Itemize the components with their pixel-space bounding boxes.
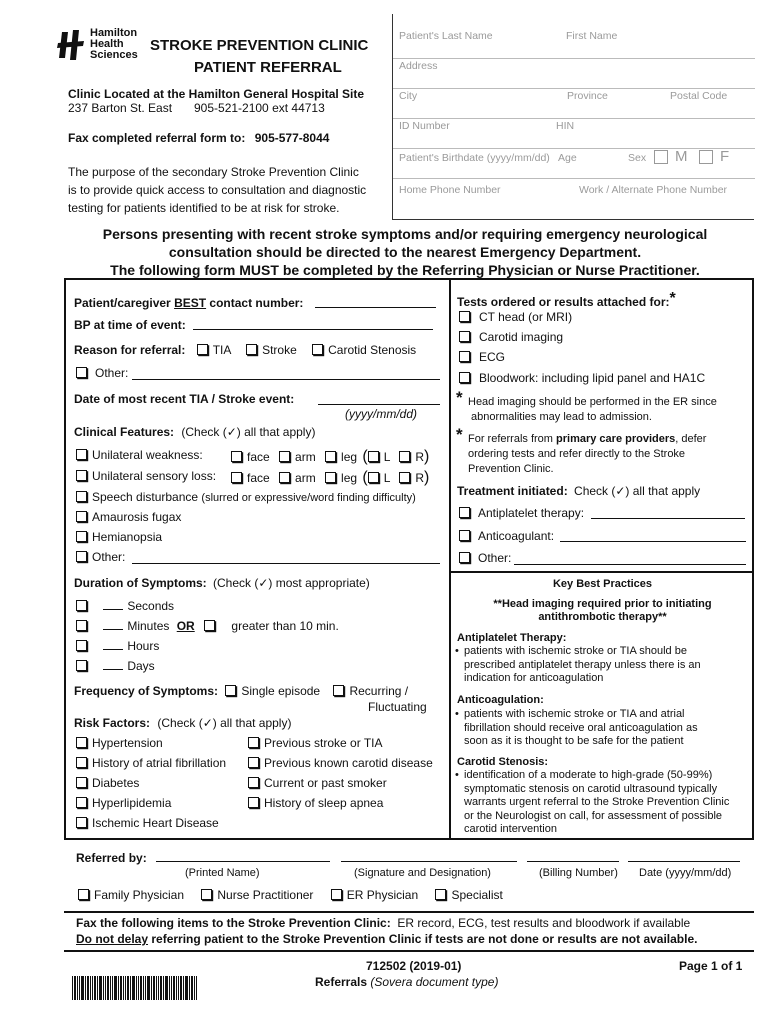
treatment-label: Treatment initiated: [457,484,568,498]
delay-underlined: Do not delay [76,932,149,946]
delay-text: referring patient to the Stroke Prevention Clinic if tests are not done or results are not available. [148,932,698,946]
kbp-cs-line3: warrants urgent referral to the Stroke Prevention Clinic [464,796,730,808]
notice-line2: consultation should be directed to the nearest Emergency Department. [168,244,642,260]
note2-e: Prevention Clinic. [468,463,554,475]
clinic-location: Clinic Located at the Hamilton General Hospital Site [68,87,365,101]
duration-greater-checkbox[interactable] [204,620,215,631]
duration-seconds-label: Seconds [127,599,175,613]
sensory-leg-checkbox[interactable] [325,472,336,483]
clinic-address: 237 Barton St. East [68,101,173,115]
freq-recurring-label: Recurring / [349,684,409,698]
note1-star: * [456,388,463,407]
speech-label: Speech disturbance [92,490,199,504]
clinical-label: Clinical Features: [74,425,175,439]
risk-prev-stroke-label: Previous stroke or TIA [264,736,383,750]
sensory-label: Unilateral sensory loss: [92,469,217,483]
risk-prev-stroke-checkbox[interactable] [248,737,259,748]
freq-recurring-checkbox[interactable] [333,685,344,696]
risk-sleep-apnea-label: History of sleep apnea [264,796,384,810]
weakness-arm-checkbox[interactable] [279,451,290,462]
reason-stroke-label: Stroke [262,343,297,357]
specialist-label: Specialist [451,888,503,902]
date-line[interactable] [628,850,740,862]
duration-days-checkbox[interactable] [76,660,87,671]
first-name-field[interactable]: First Name [566,30,618,42]
kbp-carotid-title: Carotid Stenosis: [457,756,549,768]
freq-single-checkbox[interactable] [225,685,236,696]
date-caption: Date (yyyy/mm/dd) [639,867,732,879]
test-ct-checkbox[interactable] [459,311,470,322]
duration-days-label: Days [127,659,155,673]
printed-name-line[interactable] [156,850,330,862]
frequency-label: Frequency of Symptoms: [74,684,219,698]
home-phone-field[interactable]: Home Phone Number [399,184,501,196]
test-ecg-label: ECG [479,350,506,364]
risk-smoker-label: Current or past smoker [264,776,387,790]
clinic-title: STROKE PREVENTION CLINIC [150,37,369,54]
doc-type-note: (Sovera document type) [370,975,499,989]
fax-items-text: ER record, ECG, test results and bloodwork if available [390,916,691,930]
weakness-checkbox[interactable] [76,449,87,460]
sex-f-label: F [720,148,730,165]
nurse-practitioner-checkbox[interactable] [201,889,212,900]
fax-label: Fax completed referral form to: [68,131,246,145]
note1-line2: abnormalities may lead to admission. [471,411,652,423]
test-bloodwork-checkbox[interactable] [459,372,470,383]
risk-hyperlipidemia-label: Hyperlipidemia [92,796,172,810]
test-ct-label: CT head (or MRI) [479,310,573,324]
note2-d: ordering tests and refer directly to the Stroke [468,448,686,460]
risk-afib-label: History of atrial fibrillation [92,756,227,770]
tests-label: Tests ordered or results attached for: [457,295,670,309]
barcode [72,976,222,1000]
note2-b: primary care providers [556,433,676,445]
purpose-line2: is to provide quick access to consultation and diagnostic [68,183,367,197]
kbp-head2: antithrombotic therapy** [538,611,667,623]
weakness-face-checkbox[interactable] [231,451,242,462]
reason-label: Reason for referral: [74,343,186,357]
doc-type-label: Referrals [315,975,368,989]
sensory-left-checkbox[interactable] [368,472,379,483]
risk-hypertension-label: Hypertension [92,736,163,750]
risk-diabetes-checkbox[interactable] [76,777,87,788]
signature-caption: (Signature and Designation) [354,867,491,879]
risk-note: (Check (✓) all that apply) [157,716,292,730]
kbp-ac-line1: patients with ischemic stroke or TIA and atrial [464,708,685,720]
kbp-cs-line2: symptomatic stenosis on carotid ultrasound typically [464,782,718,795]
kbp-title: Key Best Practices [552,578,653,590]
sensory-l-label: L [383,471,390,485]
address-field[interactable]: Address [399,60,438,72]
reason-carotid-label: Carotid Stenosis [328,343,417,357]
sex-m-checkbox[interactable] [654,150,668,164]
sex-m-label: M [675,148,688,165]
family-physician-label: Family Physician [94,888,185,902]
date-format-hint: (yyyy/mm/dd) [345,407,417,421]
weakness-right-checkbox[interactable] [399,451,410,462]
weakness-l-label: L [383,450,390,464]
clinical-note: (Check (✓) all that apply) [181,425,316,439]
referral-title: PATIENT REFERRAL [194,59,342,76]
fax-items-label: Fax the following items to the Stroke Prevention Clinic: [76,916,391,930]
duration-note: (Check (✓) most appropriate) [213,576,370,590]
sensory-right-checkbox[interactable] [399,472,410,483]
duration-minutes-checkbox[interactable] [76,620,87,631]
fax-number: 905-577-8044 [254,131,330,145]
printed-name-caption: (Printed Name) [185,867,260,879]
antiplatelet-line[interactable] [591,507,745,519]
last-name-field[interactable]: Patient's Last Name [399,30,493,42]
page-number: Page 1 of 1 [679,959,743,973]
signature-line[interactable] [341,850,517,862]
reason-stroke-checkbox[interactable] [246,344,257,355]
family-physician-checkbox[interactable] [78,889,89,900]
note1-line1: Head imaging should be performed in the ER since [468,396,717,408]
risk-label: Risk Factors: [74,716,151,730]
risk-hyperlipidemia-checkbox[interactable] [76,797,87,808]
risk-prev-carotid-checkbox[interactable] [248,757,259,768]
amaurosis-label: Amaurosis fugax [92,510,182,524]
treatment-other-label: Other: [478,551,512,565]
bp-label: BP at time of event: [74,318,186,332]
treatment-other-checkbox[interactable] [459,552,470,563]
kbp-cs-line1: identification of a moderate to high-grade (50-99%) [464,769,713,781]
weakness-leg-checkbox[interactable] [325,451,336,462]
sensory-leg-label: leg [341,471,358,485]
notice-line1: Persons presenting with recent stroke symptoms and/or requiring emergency neurological [102,226,708,242]
risk-smoker-checkbox[interactable] [248,777,259,788]
bp-line[interactable] [193,318,433,330]
sensory-arm-label: arm [295,471,316,485]
kbp-ac-line2: fibrillation should receive oral anticoagulation as [464,721,698,734]
reason-tia-checkbox[interactable] [197,344,208,355]
risk-hypertension-checkbox[interactable] [76,737,87,748]
contact-number-line[interactable] [315,296,436,308]
weakness-face-label: face [247,450,270,464]
contact-label-c: contact number: [206,296,304,310]
sex-label: Sex [628,152,647,164]
duration-hours-checkbox[interactable] [76,640,87,651]
postal-field[interactable]: Postal Code [670,90,728,102]
kbp-antiplatelet-title: Antiplatelet Therapy: [457,632,567,644]
patient-info-box [392,14,754,220]
kbp-ap-line1: patients with ischemic stroke or TIA should be [464,645,687,657]
notice-line3: The following form MUST be completed by the Referring Physician or Nurse Practitioner. [110,262,700,278]
kbp-anticoag-title: Anticoagulation: [457,694,544,706]
note2-a: For referrals from [468,433,557,445]
hemianopsia-label: Hemianopsia [92,530,163,544]
sensory-checkbox[interactable] [76,470,87,481]
anticoagulant-checkbox[interactable] [459,530,470,541]
id-number-field[interactable]: ID Number [399,120,450,132]
test-carotid-label: Carotid imaging [479,330,564,344]
amaurosis-checkbox[interactable] [76,511,87,522]
risk-ihd-label: Ischemic Heart Disease [92,816,219,830]
test-carotid-checkbox[interactable] [459,331,470,342]
antiplatelet-checkbox[interactable] [459,507,470,518]
purpose-line3: testing for patients identified to be at risk for stroke. [68,201,340,215]
reason-carotid-checkbox[interactable] [312,344,323,355]
weakness-left-checkbox[interactable] [368,451,379,462]
er-physician-label: ER Physician [346,888,419,902]
duration-or-label: OR [176,619,195,633]
risk-sleep-apnea-checkbox[interactable] [248,797,259,808]
logo-line2: Health [90,38,124,50]
contact-label-best: BEST [174,296,207,310]
speech-checkbox[interactable] [76,491,87,502]
tests-star: * [669,290,676,307]
weakness-r-label: R [415,450,424,464]
reason-tia-label: TIA [212,343,231,357]
clinical-other-line[interactable] [132,552,440,564]
birthdate-field[interactable]: Patient's Birthdate (yyyy/mm/dd) [399,152,550,164]
weakness-label: Unilateral weakness: [92,448,203,462]
reason-other-checkbox[interactable] [76,367,87,378]
weakness-arm-label: arm [295,450,316,464]
sex-f-checkbox[interactable] [699,150,713,164]
freq-fluctuating-label: Fluctuating [368,700,427,714]
er-physician-checkbox[interactable] [331,889,342,900]
logo-line1: Hamilton [90,27,138,39]
hemianopsia-checkbox[interactable] [76,531,87,542]
weakness-leg-label: leg [341,450,358,464]
duration-seconds-checkbox[interactable] [76,600,87,611]
reason-other-line[interactable] [132,368,440,380]
sensory-r-label: R [415,471,424,485]
date-recent-label: Date of most recent TIA / Stroke event: [74,392,295,406]
logo-line3: Sciences [90,49,138,61]
freq-single-label: Single episode [241,684,321,698]
sensory-face-label: face [247,471,270,485]
purpose-line1: The purpose of the secondary Stroke Prevention Clinic [68,165,359,179]
date-recent-line[interactable] [318,393,440,405]
kbp-ac-line3: soon as it is thought to be safe for the patient [464,735,684,747]
hin-field[interactable]: HIN [556,120,575,132]
speech-detail: (slurred or expressive/word finding difficulty) [201,492,416,504]
risk-ihd-checkbox[interactable] [76,817,87,828]
clinical-other-checkbox[interactable] [76,551,87,562]
duration-label: Duration of Symptoms: [74,576,207,590]
reason-other-label: Other: [95,366,129,380]
duration-hours-label: Hours [127,639,160,653]
billing-line[interactable] [527,850,619,862]
kbp-ap-line3: indication for anticoagulation [464,672,604,684]
note2-star: * [456,425,463,444]
hhs-logo [56,28,146,64]
hhs-logo-mark-icon [56,28,86,62]
province-field[interactable]: Province [567,90,608,102]
risk-afib-checkbox[interactable] [76,757,87,768]
work-phone-field[interactable]: Work / Alternate Phone Number [579,184,728,196]
kbp-cs-line5: carotid intervention [464,823,557,835]
kbp-head1: **Head imaging required prior to initiating [493,598,712,610]
city-field[interactable]: City [399,90,418,102]
test-ecg-checkbox[interactable] [459,351,470,362]
billing-caption: (Billing Number) [539,867,618,879]
duration-greater-label: greater than 10 min. [231,619,339,633]
risk-prev-carotid-label: Previous known carotid disease [264,756,433,770]
age-field[interactable]: Age [558,152,577,164]
specialist-checkbox[interactable] [435,889,446,900]
risk-diabetes-label: Diabetes [92,776,140,790]
sensory-arm-checkbox[interactable] [279,472,290,483]
anticoagulant-label: Anticoagulant: [478,529,555,543]
duration-minutes-label: Minutes [127,619,170,633]
referred-label: Referred by: [76,851,147,865]
test-bloodwork-label: Bloodwork: including lipid panel and HA1C [479,371,706,385]
clinic-phone: 905-521-2100 ext 44713 [194,101,325,115]
anticoagulant-line[interactable] [560,530,746,542]
contact-label-a: Patient/caregiver [74,296,175,310]
antiplatelet-label: Antiplatelet therapy: [478,506,585,520]
note2-c: , defer [675,433,707,445]
treatment-other-line[interactable] [514,553,746,565]
nurse-practitioner-label: Nurse Practitioner [217,888,314,902]
kbp-ap-line2: prescribed antiplatelet therapy unless there is an [464,658,701,671]
sensory-face-checkbox[interactable] [231,472,242,483]
form-number: 712502 (2019-01) [366,959,462,973]
clinical-other-label: Other: [92,550,126,564]
treatment-note: Check (✓) all that apply [574,484,701,498]
kbp-cs-line4: or the Neurologist on call, for assessment of possible [464,809,723,822]
